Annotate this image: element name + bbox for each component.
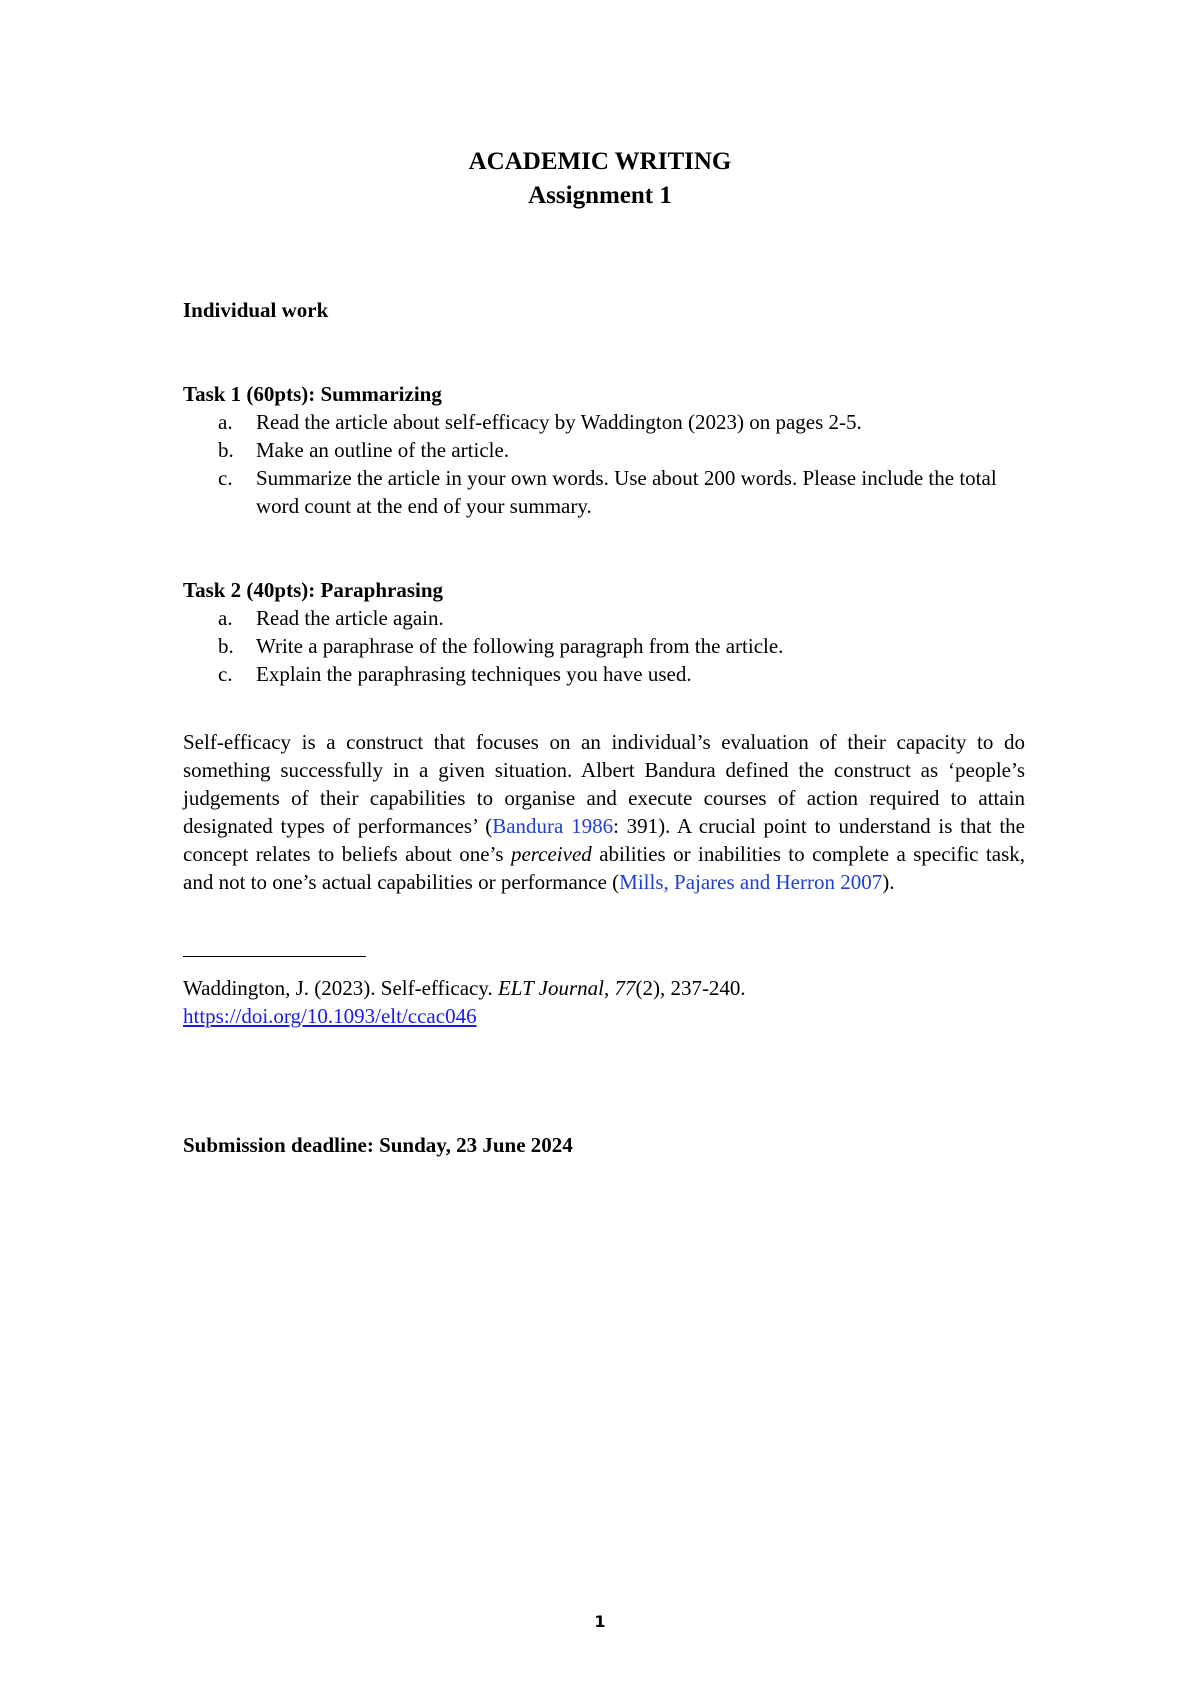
title-block bbox=[0, 145, 1200, 213]
list-item bbox=[183, 632, 1023, 660]
task1-heading: Task 1 (60pts): Summarizing bbox=[183, 382, 442, 406]
reference-details: (2), 237-240. bbox=[635, 976, 746, 1000]
reference-journal: ELT Journal bbox=[497, 976, 604, 1000]
reference-authors: Waddington, J. (2023). Self-efficacy. bbox=[183, 976, 498, 1000]
task2-list bbox=[183, 604, 1023, 688]
submission-deadline: Submission deadline: Sunday, 23 June 2024 bbox=[183, 1133, 573, 1157]
footnote-divider bbox=[183, 956, 366, 957]
citation-mills: Mills, Pajares and Herron 2007 bbox=[619, 870, 883, 894]
passage-text: Self-efficacy is a construct that focuses on an individual’s evaluation of their capacity to do something successfully in a given situation. Albert Bandura defined the construct as ‘people’s judgements of their capabilities to organise and execute courses of action required to attain designated types of performances’ ( bbox=[183, 730, 1025, 838]
list-marker: b. bbox=[218, 438, 234, 462]
document-subtitle: Assignment 1 bbox=[528, 182, 672, 209]
reference-volume: 77 bbox=[614, 976, 636, 1000]
list-item bbox=[183, 604, 1023, 632]
citation-bandura: Bandura 1986 bbox=[492, 814, 614, 838]
passage-text: abilities or inabilities to complete a specific task, and not to one’s actual capabilities or performance ( bbox=[183, 842, 1026, 894]
reference-entry bbox=[183, 974, 746, 1030]
list-item bbox=[183, 436, 1023, 464]
task2-heading: Task 2 (40pts): Paraphrasing bbox=[183, 578, 444, 602]
individual-work-heading: Individual work bbox=[183, 298, 329, 322]
list-item-text: Explain the paraphrasing techniques you have used. bbox=[256, 662, 692, 686]
list-marker: a. bbox=[218, 410, 233, 434]
page-number: 1 bbox=[594, 1612, 606, 1631]
list-item bbox=[183, 464, 1023, 520]
source-paragraph bbox=[183, 728, 1025, 896]
list-item-text: Summarize the article in your own words. Use about 200 words. Please include the total word count at the end of your summary. bbox=[256, 466, 997, 518]
list-marker: c. bbox=[218, 466, 233, 490]
task1-list bbox=[183, 408, 1023, 520]
list-item bbox=[183, 660, 1023, 688]
passage-emphasis: perceived bbox=[510, 842, 592, 866]
list-marker: b. bbox=[218, 634, 234, 658]
list-item bbox=[183, 408, 1023, 436]
list-item-text: Read the article about self-efficacy by Waddington (2023) on pages 2-5. bbox=[256, 410, 862, 434]
passage-text: : 391). A crucial point to understand is that the concept relates to beliefs about one’s bbox=[183, 814, 1025, 866]
list-item-text: Read the article again. bbox=[256, 606, 444, 630]
document-title: ACADEMIC WRITING bbox=[468, 148, 732, 175]
list-item-text: Write a paraphrase of the following paragraph from the article. bbox=[256, 634, 784, 658]
reference-sep: , bbox=[603, 976, 615, 1000]
reference-citation bbox=[183, 974, 746, 1002]
list-marker: c. bbox=[218, 662, 233, 686]
list-marker: a. bbox=[218, 606, 233, 630]
doi-link[interactable]: https://doi.org/10.1093/elt/ccac046 bbox=[183, 1004, 477, 1028]
list-item-text: Make an outline of the article. bbox=[256, 438, 510, 462]
passage-text: ). bbox=[882, 870, 895, 894]
